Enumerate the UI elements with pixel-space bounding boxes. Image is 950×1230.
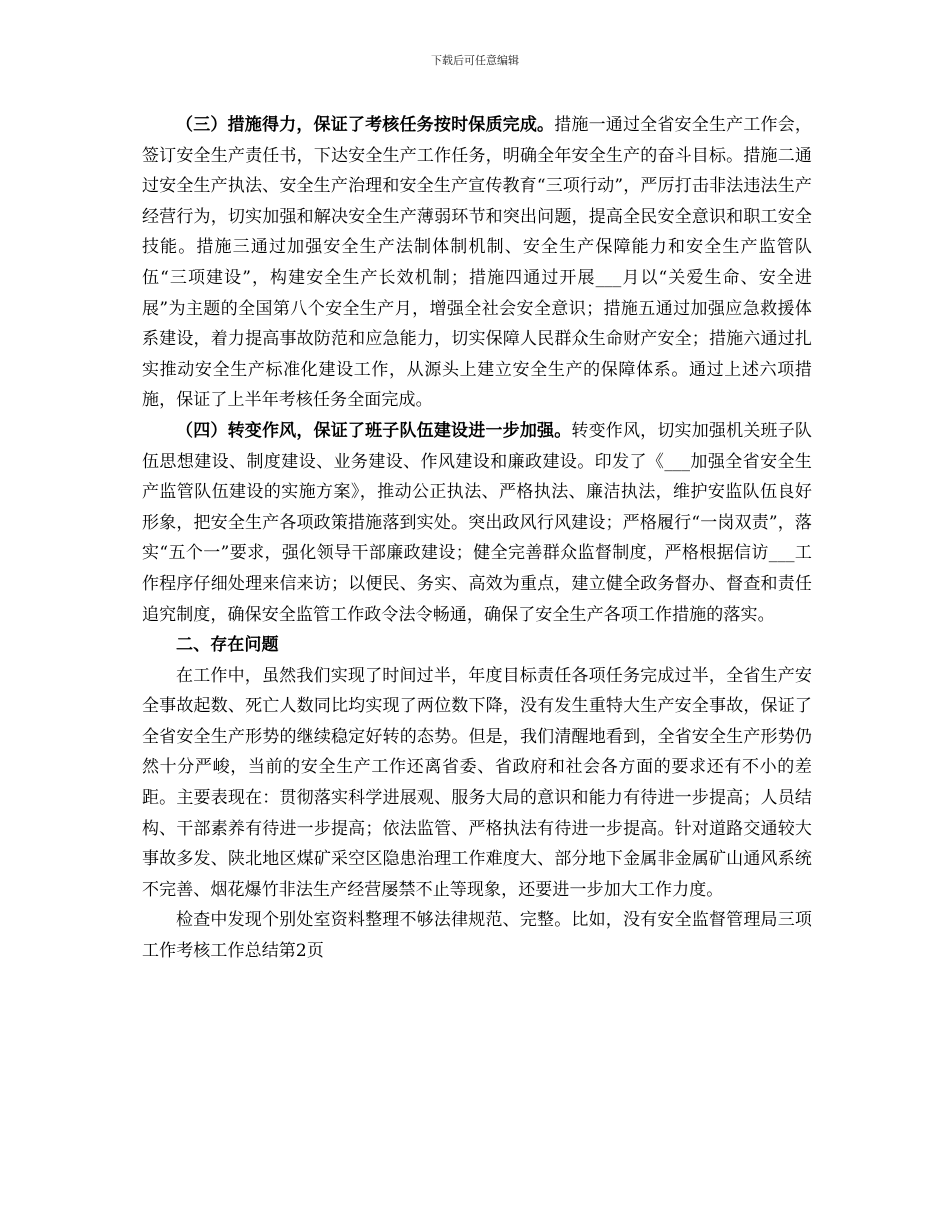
paragraph-style bbox=[142, 416, 812, 630]
paragraph-heading-style: （四）转变作风，保证了班子队伍建设进一步加强。 bbox=[176, 420, 572, 441]
paragraph-measures bbox=[142, 110, 812, 416]
paragraph-text-measures: 措施一通过全省安全生产工作会，签订安全生产责任书，下达安全生产工作任务，明确全年安全生产的奋斗目标。措施二通过安全生产执法、安全生产治理和安全生产宣传教育“三项行动”，严厉打击非法违法生产经营行为，切实加强和解决安全生产薄弱环节和突出问题，提高全民安全意识和职工安全技能。措施三通过加强安全生产法制体制机制、安全生产保障能力和安全生产监管队伍“三项建设”，构建安全生产长效机制；措施四通过开展___月以“关爱生命、安全进展”为主题的全国第八个安全生产月，增强全社会安全意识；措施五通过加强应急救援体系建设，着力提高事故防范和应急能力，切实保障人民群众生命财产安全；措施六通过扎实推动安全生产标准化建设工作，从源头上建立安全生产的保障体系。通过上述六项措施，保证了上半年考核任务全面完成。 bbox=[142, 115, 813, 411]
page-header: 下载后可任意编辑 bbox=[431, 54, 519, 67]
paragraph-text-style: 转变作风，切实加强机关班子队伍思想建设、制度建设、业务建设、作风建设和廉政建设。印发了《___加强全省安全生产监管队伍建设的实施方案》，推动公正执法、严格执法、廉洁执法，维护安监队伍良好形象，把安全生产各项政策措施落到实处。突出政风行风建设；严格履行“一岗双责”，落实“五个一”要求，强化领导干部廉政建设；健全完善群众监督制度，严格根据信访___工作程序仔细处理来信来访；以便民、务实、高效为重点，建立健全政务督办、督查和责任追究制度，确保安全监管工作政令法令畅通，确保了安全生产各项工作措施的落实。 bbox=[142, 420, 812, 625]
section-heading-problems: 二、存在问题 bbox=[176, 635, 279, 656]
paragraph-heading-measures: （三）措施得力，保证了考核任务按时保质完成。 bbox=[176, 115, 555, 135]
paragraph-problems: 在工作中，虽然我们实现了时间过半，年度目标责任各项任务完成过半，全省生产安全事故起数、死亡人数同比均实现了两位数下降，没有发生重特大生产安全事故，保证了全省安全生产形势的继续稳定好转的态势。但是，我们清醒地看到，全省安全生产形势仍然十分严峻，当前的安全生产工作还离省委、省政府和社会各方面的要求还有不小的差距。主要表现在：贯彻落实科学进展观、服务大局的意识和能力有待进一步提高；人员结构、干部素养有待进一步提高；依法监管、严格执法有待进一步提高。针对道路交通较大事故多发、陕北地区煤矿采空区隐患治理工作难度大、部分地下金属非金属矿山通风系统不完善、烟花爆竹非法生产经营屡禁不止等现象，还要进一步加大工作力度。 bbox=[142, 665, 812, 900]
paragraph-inspection: 检查中发现个别处室资料整理不够法律规范、完整。比如，没有安全监督管理局三项工作考核工作总结第2页 bbox=[142, 910, 812, 962]
document-body bbox=[142, 110, 812, 967]
